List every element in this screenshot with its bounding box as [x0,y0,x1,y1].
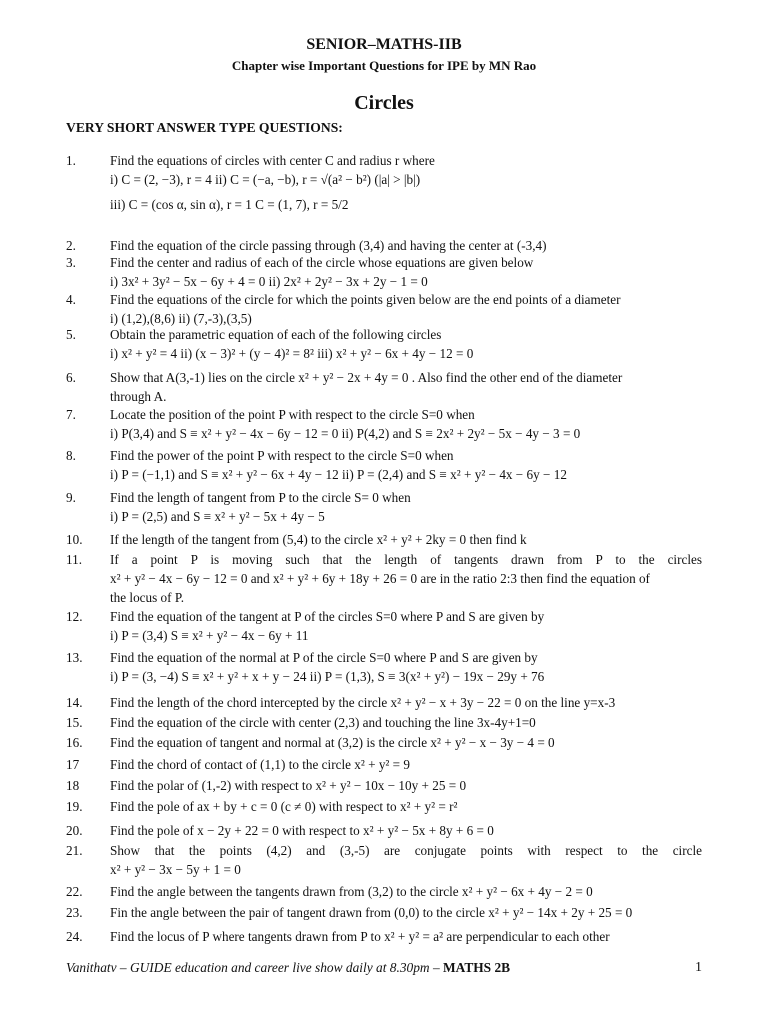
question-item [66,550,702,607]
question-subpart: x² + y² − 3x − 5y + 1 = 0 [110,862,241,877]
question-subpart: i) (1,2),(8,6) ii) (7,-3),(3,5) [110,311,252,326]
page-number: 1 [695,960,702,975]
question-item [66,151,702,214]
question-number: 9. [66,490,76,505]
question-number: 7. [66,407,76,422]
section-heading: VERY SHORT ANSWER TYPE QUESTIONS: [66,120,343,135]
question-number: 13. [66,650,83,665]
question-item [66,530,702,549]
question-subpart: the locus of P. [110,590,184,605]
question-text: Find the chord of contact of (1,1) to the circle x² + y² = 9 [110,757,411,772]
footer-subject: MATHS 2B [443,960,511,975]
question-text: Find the equation of the normal at P of the circle S=0 where P and S are given by [110,650,538,665]
question-text: Fin the angle between the pair of tangent drawn from (0,0) to the circle x² + y² − 14x + 2y + 25 = 0 [110,905,633,920]
question-item [66,368,702,406]
question-item [66,253,702,291]
question-subpart: i) P = (−1,1) and S ≡ x² + y² − 6x + 4y − 12 ii) P = (2,4) and S ≡ x² + y² − 4x − 6y − 12 [110,467,567,482]
question-item [66,290,702,328]
question-text: Find the length of the chord intercepted by the circle x² + y² − x + 3y − 22 = 0 on the line y=x-3 [110,695,616,710]
chapter-title: Circles [354,92,414,114]
question-number: 1. [66,153,76,168]
question-text: Find the angle between the tangents drawn from (3,2) to the circle x² + y² − 6x + 4y − 2 = 0 [110,884,593,899]
question-item [66,405,702,443]
question-number: 5. [66,327,76,342]
question-text: Find the length of tangent from P to the circle S= 0 when [110,490,411,505]
question-subpart: i) x² + y² = 4 ii) (x − 3)² + (y − 4)² = 8² iii) x² + y² − 6x + 4y − 12 = 0 [110,346,474,361]
question-subpart: i) P = (3, −4) S ≡ x² + y² + x + y − 24 ii) P = (1,3), S ≡ 3(x² + y²) − 19x − 29y + 76 [110,669,545,684]
question-subpart: x² + y² − 4x − 6y − 12 = 0 and x² + y² + 6y + 18y + 26 = 0 are in the ratio 2:3 then find the equation of [110,571,650,586]
question-item [66,776,702,795]
question-text: Find the equations of the circle for which the points given below are the end points of a diameter [110,292,621,307]
question-item [66,648,702,686]
question-number: 19. [66,799,83,814]
question-subpart: through A. [110,389,167,404]
question-subpart: i) 3x² + 3y² − 5x − 6y + 4 = 0 ii) 2x² + 2y² − 3x + 2y − 1 = 0 [110,274,428,289]
question-item [66,733,702,752]
question-item [66,841,702,879]
question-number: 2. [66,238,76,253]
question-number: 21. [66,843,83,858]
question-text: Find the polar of (1,-2) with respect to x² + y² − 10x − 10y + 25 = 0 [110,778,467,793]
question-subpart: i) C = (2, −3), r = 4 ii) C = (−a, −b), r = √(a² − b²) (|a| > |b|) [110,172,421,187]
question-number: 22. [66,884,83,899]
question-text: Find the equation of the tangent at P of the circles S=0 where P and S are given by [110,609,545,624]
question-number: 14. [66,695,83,710]
question-item [66,488,702,526]
question-text: Show that A(3,-1) lies on the circle x² + y² − 2x + 4y = 0 . Also find the other end of the diameter [110,370,623,385]
question-text: If the length of the tangent from (5,4) to the circle x² + y² + 2ky = 0 then find k [110,532,527,547]
question-subpart: i) P = (2,5) and S ≡ x² + y² − 5x + 4y − 5 [110,509,325,524]
course-title: SENIOR–MATHS-IIB [306,36,462,53]
question-text: Find the equation of tangent and normal at (3,2) is the circle x² + y² − x − 3y − 4 = 0 [110,735,555,750]
question-item [66,607,702,645]
question-number: 24. [66,929,83,944]
question-number: 12. [66,609,83,624]
question-number: 18 [66,778,80,793]
question-item [66,755,702,774]
question-number: 17 [66,757,80,772]
question-subpart: i) P = (3,4) S ≡ x² + y² − 4x − 6y + 11 [110,628,309,643]
question-subpart: iii) C = (cos α, sin α), r = 1 C = (1, 7), r = 5/2 [110,197,349,212]
question-item [66,325,702,363]
question-number: 23. [66,905,83,920]
question-text: Find the equation of the circle with center (2,3) and touching the line 3x-4y+1=0 [110,715,536,730]
question-item [66,713,702,732]
question-text: Find the equation of the circle passing through (3,4) and having the center at (-3,4) [110,238,547,253]
document-subtitle: Chapter wise Important Questions for IPE by MN Rao [231,58,537,73]
question-number: 6. [66,370,76,385]
question-item [66,927,702,946]
question-number: 3. [66,255,76,270]
question-item [66,797,702,816]
question-item [66,821,702,840]
question-text: Locate the position of the point P with respect to the circle S=0 when [110,407,475,422]
question-subpart: i) P(3,4) and S ≡ x² + y² − 4x − 6y − 12 = 0 ii) P(4,2) and S ≡ 2x² + 2y² − 5x − 4y − 3 = 0 [110,426,581,441]
question-item [66,693,702,712]
question-number: 16. [66,735,83,750]
question-number: 10. [66,532,83,547]
question-text: Find the pole of x − 2y + 22 = 0 with respect to x² + y² − 5x + 8y + 6 = 0 [110,823,494,838]
question-item [66,882,702,901]
question-text: Obtain the parametric equation of each of the following circles [110,327,442,342]
question-number: 15. [66,715,83,730]
question-text: Find the power of the point P with respect to the circle S=0 when [110,448,454,463]
footer-text: Vanithatv – GUIDE education and career live show daily at 8.30pm – [66,960,440,975]
question-number: 11. [66,552,82,567]
question-text: If a point P is moving such that the length of tangents drawn from P to the circles [110,552,702,567]
question-text: Find the locus of P where tangents drawn from P to x² + y² = a² are perpendicular to each other [110,929,610,944]
question-item [66,903,702,922]
question-item [66,446,702,484]
question-text: Find the center and radius of each of the circle whose equations are given below [110,255,534,270]
question-number: 8. [66,448,76,463]
question-number: 20. [66,823,83,838]
question-number: 4. [66,292,76,307]
footer [66,960,702,976]
question-text: Find the pole of ax + by + c = 0 (c ≠ 0) with respect to x² + y² = r² [110,799,458,814]
question-text: Show that the points (4,2) and (3,-5) are conjugate points with respect to the circle [110,843,702,858]
question-text: Find the equations of circles with center C and radius r where [110,153,435,168]
